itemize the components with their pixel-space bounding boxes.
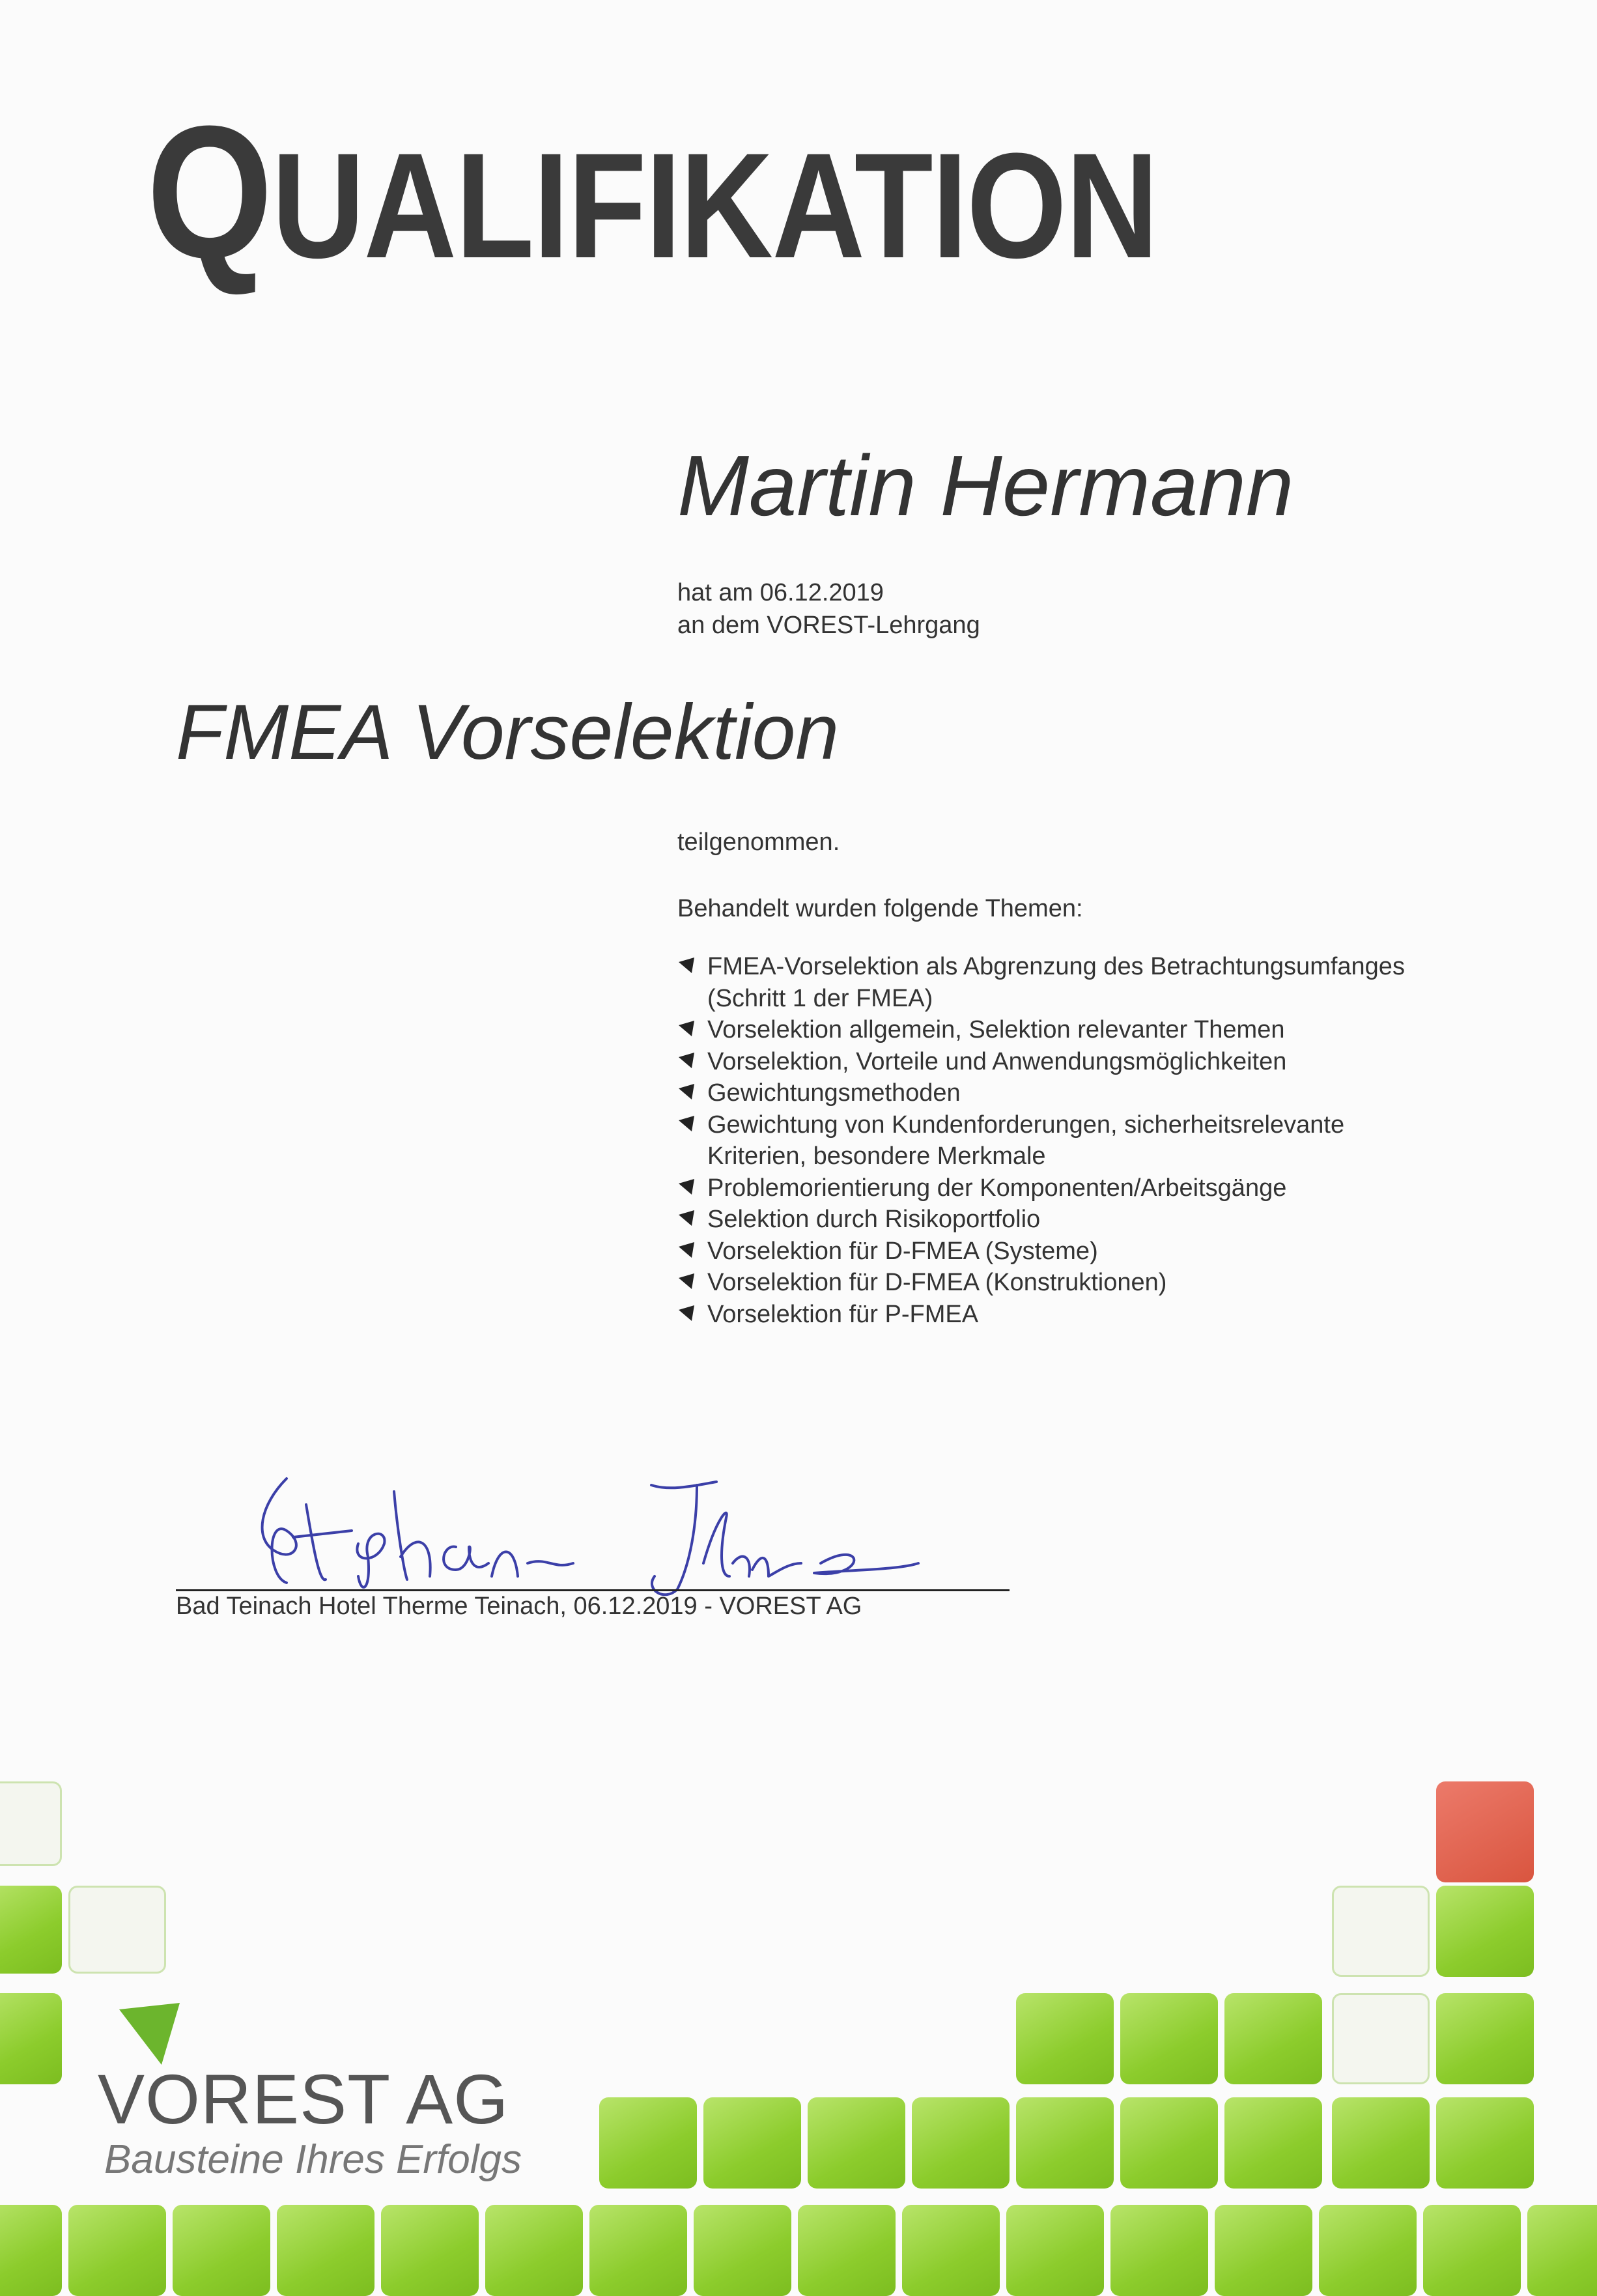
- block: [703, 2097, 801, 2189]
- bullet-arrow-icon: [677, 1272, 696, 1290]
- block: [277, 2205, 375, 2296]
- date-block: [677, 576, 980, 642]
- topic-text-continued: (Schritt 1 der FMEA): [707, 984, 933, 1012]
- topic-text: Gewichtungsmethoden: [707, 1079, 961, 1107]
- block: [1016, 2097, 1114, 2189]
- topic-text: Vorselektion, Vorteile und Anwendungsmöglichkeiten: [707, 1047, 1287, 1075]
- block: [1436, 1993, 1534, 2084]
- block: [798, 2205, 896, 2296]
- date-line: hat am 06.12.2019: [677, 579, 884, 606]
- block: [1527, 2205, 1597, 2296]
- topic-item: [677, 1267, 1405, 1299]
- topic-text: Gewichtung von Kundenforderungen, sicherheitsrelevante: [707, 1111, 1345, 1139]
- bullet-arrow-icon: [677, 1304, 696, 1322]
- block: [1016, 1993, 1114, 2084]
- bullet-arrow-icon: [677, 956, 696, 974]
- logo-slogan: Bausteine Ihres Erfolgs: [104, 2137, 522, 2182]
- topic-item: [677, 1204, 1405, 1236]
- block: [1436, 2097, 1534, 2189]
- block: [0, 1886, 62, 1974]
- logo-name: VOREST AG: [98, 2060, 509, 2138]
- course-intro: an dem VOREST-Lehrgang: [677, 612, 980, 639]
- block: [1332, 1886, 1430, 1977]
- block: [599, 2097, 697, 2189]
- block: [485, 2205, 583, 2296]
- topics-list: [677, 951, 1405, 1330]
- block: [68, 1886, 166, 1974]
- block: [1224, 1993, 1322, 2084]
- block-red: [1436, 1781, 1534, 1882]
- block: [1332, 1993, 1430, 2084]
- block: [173, 2205, 270, 2296]
- bullet-arrow-icon: [677, 1178, 696, 1196]
- title-rest: UALIFIKATION: [272, 122, 1158, 289]
- block: [912, 2097, 1010, 2189]
- title-initial: Q: [147, 87, 272, 298]
- bullet-arrow-icon: [677, 1051, 696, 1070]
- block: [808, 2097, 905, 2189]
- topic-text: Problemorientierung der Komponenten/Arbeitsgänge: [707, 1174, 1287, 1202]
- block: [1110, 2205, 1208, 2296]
- block: [1436, 1886, 1534, 1977]
- participated-text: teilgenommen.: [677, 829, 840, 856]
- participant-name: Martin Hermann: [677, 438, 1294, 533]
- topic-text: Vorselektion für D-FMEA (Konstruktionen): [707, 1269, 1167, 1296]
- block: [1319, 2205, 1417, 2296]
- block: [1006, 2205, 1104, 2296]
- block: [694, 2205, 791, 2296]
- topic-item: [677, 1077, 1405, 1109]
- topic-item: [677, 951, 1405, 1014]
- signature-icon: [247, 1466, 931, 1602]
- block: [1215, 2205, 1312, 2296]
- topic-item: [677, 1046, 1405, 1078]
- bullet-arrow-icon: [677, 1209, 696, 1227]
- topic-text: Vorselektion für D-FMEA (Systeme): [707, 1237, 1098, 1265]
- block: [0, 2205, 62, 2296]
- topic-item: [677, 1236, 1405, 1268]
- certificate-title: [147, 87, 1158, 298]
- topic-text: Selektion durch Risikoportfolio: [707, 1206, 1041, 1233]
- course-title: FMEA Vorselektion: [176, 688, 840, 776]
- topic-text: Vorselektion allgemein, Selektion relevanter Themen: [707, 1016, 1285, 1043]
- block: [1332, 2097, 1430, 2189]
- block: [0, 1993, 62, 2084]
- block: [1224, 2097, 1322, 2189]
- bullet-arrow-icon: [677, 1241, 696, 1259]
- block: [0, 1781, 62, 1866]
- block: [1120, 2097, 1218, 2189]
- topic-item: [677, 1299, 1405, 1331]
- topics-intro: Behandelt wurden folgende Themen:: [677, 895, 1083, 922]
- topic-item: [677, 1014, 1405, 1046]
- topic-item: [677, 1172, 1405, 1204]
- topic-item: [677, 1109, 1405, 1172]
- topic-text: FMEA-Vorselektion als Abgrenzung des Betrachtungsumfanges: [707, 953, 1405, 980]
- block: [589, 2205, 687, 2296]
- signature-line: [176, 1589, 1010, 1591]
- block: [68, 2205, 166, 2296]
- bullet-arrow-icon: [677, 1083, 696, 1101]
- bullet-arrow-icon: [677, 1019, 696, 1038]
- block: [381, 2205, 479, 2296]
- block: [1423, 2205, 1521, 2296]
- place-date: Bad Teinach Hotel Therme Teinach, 06.12.2019 - VOREST AG: [176, 1593, 862, 1620]
- block: [1120, 1993, 1218, 2084]
- topic-text-continued: Kriterien, besondere Merkmale: [707, 1142, 1046, 1170]
- topic-text: Vorselektion für P-FMEA: [707, 1300, 979, 1328]
- bullet-arrow-icon: [677, 1114, 696, 1133]
- block: [902, 2205, 1000, 2296]
